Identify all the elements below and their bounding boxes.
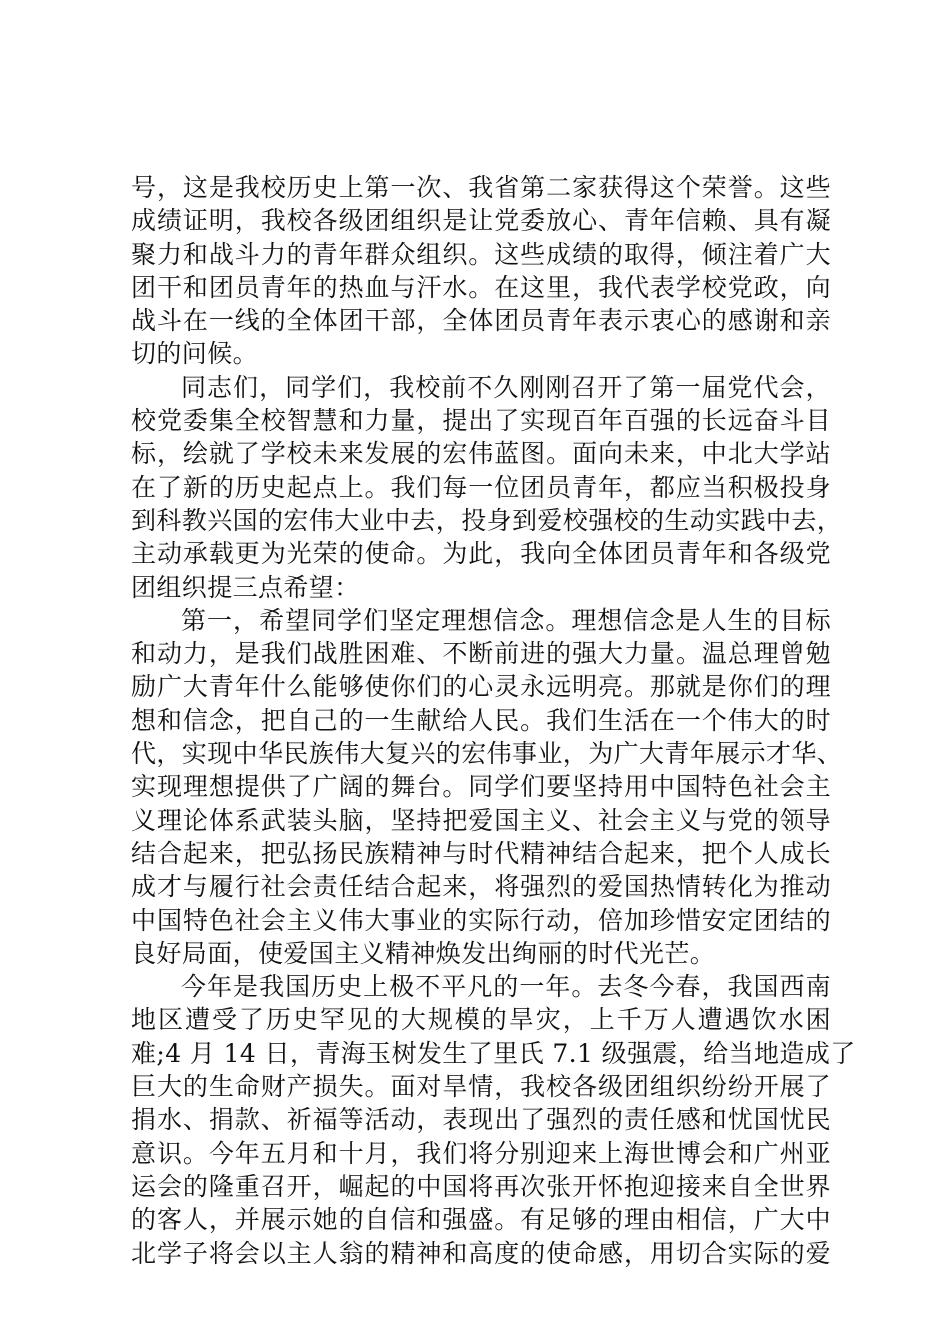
text-line: 难;4 月 14 日，青海玉树发生了里氏 7.1 级强震，给当地造成了 xyxy=(131,1038,856,1068)
text-line: 地区遭受了历史罕见的大规模的旱灾，上千万人遭遇饮水困 xyxy=(131,1005,831,1035)
text-line: 团组织提三点希望： xyxy=(131,572,360,602)
text-line: 实现理想提供了广阔的舞台。同学们要坚持用中国特色社会主 xyxy=(131,772,831,802)
text-line: 标，绘就了学校未来发展的宏伟蓝图。面向未来，中北大学站 xyxy=(131,439,831,469)
text-line: 战斗在一线的全体团干部，全体团员青年表示衷心的感谢和亲 xyxy=(131,306,831,336)
document-body xyxy=(131,171,856,1270)
text-line: 和动力，是我们战胜困难、不断前进的强大力量。温总理曾勉 xyxy=(131,639,831,669)
text-line: 捐水、捐款、祈福等活动，表现出了强烈的责任感和忧国忧民 xyxy=(131,1105,831,1135)
text-line: 义理论体系武装头脑，坚持把爱国主义、社会主义与党的领导 xyxy=(131,805,831,835)
text-line: 成才与履行社会责任结合起来，将强烈的爱国热情转化为推动 xyxy=(131,872,831,902)
text-line: 北学子将会以主人翁的精神和高度的使命感，用切合实际的爱 xyxy=(131,1238,831,1268)
text-line: 成绩证明，我校各级团组织是让党委放心、青年信赖、具有凝 xyxy=(131,206,831,236)
text-line: 在了新的历史起点上。我们每一位团员青年，都应当积极投身 xyxy=(131,472,831,502)
text-line: 今年是我国历史上极不平凡的一年。去冬今春，我国西南 xyxy=(181,972,831,1002)
text-line: 校党委集全校智慧和力量，提出了实现百年百强的长远奋斗目 xyxy=(131,406,831,436)
text-line: 意识。今年五月和十月，我们将分别迎来上海世博会和广州亚 xyxy=(131,1138,831,1168)
text-line: 巨大的生命财产损失。面对旱情，我校各级团组织纷纷开展了 xyxy=(131,1072,831,1102)
text-line: 想和信念，把自己的一生献给人民。我们生活在一个伟大的时 xyxy=(131,705,831,735)
text-line: 的客人，并展示她的自信和强盛。有足够的理由相信，广大中 xyxy=(131,1205,831,1235)
text-line: 代，实现中华民族伟大复兴的宏伟事业，为广大青年展示才华、 xyxy=(131,739,843,769)
text-line: 同志们，同学们，我校前不久刚刚召开了第一届党代会， xyxy=(181,372,831,402)
text-line: 第一，希望同学们坚定理想信念。理想信念是人生的目标 xyxy=(181,605,831,635)
text-line: 中国特色社会主义伟大事业的实际行动，倍加珍惜安定团结的 xyxy=(131,905,831,935)
text-line: 运会的隆重召开，崛起的中国将再次张开怀抱迎接来自全世界 xyxy=(131,1171,831,1201)
text-line: 结合起来，把弘扬民族精神与时代精神结合起来，把个人成长 xyxy=(131,838,831,868)
text-line: 主动承载更为光荣的使命。为此，我向全体团员青年和各级党 xyxy=(131,539,831,569)
text-line: 励广大青年什么能够使你们的心灵永远明亮。那就是你们的理 xyxy=(131,672,831,702)
text-line: 良好局面，使爱国主义精神焕发出绚丽的时代光芒。 xyxy=(131,938,716,968)
text-line: 团干和团员青年的热血与汗水。在这里，我代表学校党政，向 xyxy=(131,272,831,302)
text-line: 切的问候。 xyxy=(131,339,259,369)
text-line: 聚力和战斗力的青年群众组织。这些成绩的取得，倾注着广大 xyxy=(131,239,831,269)
text-line: 到科教兴国的宏伟大业中去，投身到爱校强校的生动实践中去， xyxy=(131,505,843,535)
text-line: 号，这是我校历史上第一次、我省第二家获得这个荣誉。这些 xyxy=(131,173,831,202)
